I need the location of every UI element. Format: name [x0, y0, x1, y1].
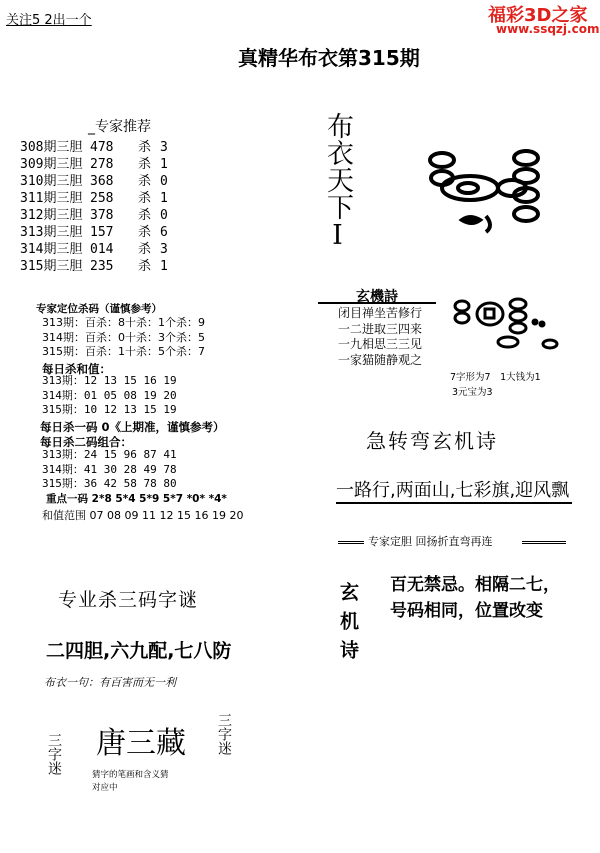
two-code-heading: 每日杀二码组合：: [40, 435, 132, 449]
two-code-row: 314期：41 30 28 49 78: [42, 462, 177, 476]
urgent-heading: 急转弯玄机诗: [366, 429, 498, 453]
position-kill-row: 315期：百杀：1十杀：5个杀：7: [42, 345, 205, 358]
key-group: 重点一码 2*8 5*4 5*9 5*7 *0* *4*: [46, 493, 227, 505]
expert-row: [20, 190, 168, 207]
sum-kill-row: 313期：12 13 15 16 19: [42, 374, 177, 387]
riddle-big-line: 二四胆,六九配,七八防: [46, 640, 232, 662]
xuanji-line: 一九相思三三见: [338, 337, 423, 351]
position-kill-row: 314期：百杀：0十杀：3个杀：5: [42, 330, 205, 344]
fixed-text-1: 百无禁忌。相隔二七，: [390, 575, 560, 595]
xuanji-lines: [338, 306, 422, 368]
expert-row: [20, 156, 168, 173]
riddle-heading: 专业杀三码字谜: [58, 589, 199, 611]
three-char-note-1: 猜字的笔画和含义猜: [92, 770, 169, 780]
expert-period: 313期三胆: [20, 225, 83, 240]
page-title: 真精华布衣第315期: [238, 46, 420, 70]
expert-kill: 3: [160, 140, 168, 155]
expert-kill: 6: [160, 225, 168, 240]
riddle-sentence: 布衣一句：有百害而无一利: [44, 676, 176, 689]
expert-row: [20, 224, 168, 241]
fixed-text-2: 号码相同，位置改变: [390, 601, 543, 621]
fixed-rule-left: [338, 541, 364, 544]
position-kill-row: 313期：百杀：8十杀：1个杀：9: [42, 316, 205, 329]
xuanji-line: 闭目禅坐苦修行: [338, 306, 423, 320]
expert-period: 310期三胆: [20, 174, 83, 189]
two-code-row: 315期：36 42 58 78 80: [42, 477, 177, 490]
expert-heading: 专家推荐: [95, 119, 151, 135]
urgent-line: 一路行,两面山,七彩旗,迎风飘: [336, 480, 570, 501]
sum-kill-row: 315期：10 12 13 15 19: [42, 403, 177, 416]
position-kill-list: [42, 316, 205, 360]
urgent-underline: [336, 502, 572, 504]
expert-nums: 235: [90, 259, 114, 274]
sum-kill-row: 314期：01 05 08 19 20: [42, 388, 177, 402]
expert-kill: 0: [160, 174, 168, 189]
expert-kill: 1: [160, 191, 168, 206]
expert-period: 314期三胆: [20, 242, 83, 257]
three-char-note-2: 对应中: [92, 783, 118, 793]
expert-kill: 0: [160, 208, 168, 223]
expert-nums: 278: [90, 157, 114, 172]
site-url[interactable]: www.ssqzj.com: [496, 22, 600, 36]
two-code-row: 313期：24 15 96 87 41: [42, 448, 177, 461]
two-code-list: [42, 448, 177, 492]
xuanji-line: 一二进取三四来: [338, 321, 423, 336]
expert-kill-label: 杀: [138, 191, 152, 206]
expert-kill-label: 杀: [138, 225, 152, 240]
expert-period: 315期三胆: [20, 259, 83, 274]
expert-row: [20, 258, 168, 275]
expert-nums: 157: [90, 225, 114, 240]
expert-nums: 378: [90, 208, 114, 223]
expert-kill-label: 杀: [138, 157, 152, 172]
expert-row: [20, 207, 168, 224]
fixed-vertical-label: 玄机诗: [337, 582, 359, 669]
expert-row: [20, 173, 168, 190]
xuanji-rule: [318, 302, 436, 304]
expert-nums: 014: [90, 242, 114, 257]
coin-small-icon: [450, 292, 560, 362]
top-note: 关注5 2出一个: [6, 13, 92, 28]
three-char-main: 唐三藏: [96, 726, 186, 761]
expert-row: [20, 241, 168, 258]
expert-period: 309期三胆: [20, 157, 83, 172]
xuanji-heading: 玄機詩: [356, 289, 398, 305]
expert-heading-wrap: _专家推荐: [88, 119, 151, 135]
expert-kill-label: 杀: [138, 259, 152, 274]
expert-row: [20, 139, 168, 156]
expert-kill-label: 杀: [138, 140, 152, 155]
coin-figure-icon: [420, 140, 580, 240]
one-code-heading: 每日杀一码 0《上期准，谨慎参考）: [40, 420, 225, 434]
expert-kill-label: 杀: [138, 208, 152, 223]
expert-list: [20, 139, 168, 275]
three-char-label-right: 三字迷: [216, 713, 232, 755]
sum-kill-heading: 每日杀和值：: [42, 362, 111, 376]
expert-period: 312期三胆: [20, 208, 83, 223]
three-char-label-left: 三字迷: [46, 733, 62, 775]
position-kill-heading: 专家定位杀码（谨慎参考）: [36, 303, 162, 315]
expert-kill-label: 杀: [138, 242, 152, 257]
fixed-rule-right: [522, 541, 566, 544]
expert-nums: 258: [90, 191, 114, 206]
coin-note-1: 7字形为7 1大钱为1: [450, 372, 541, 383]
xuanji-line: 一家猫随静观之: [338, 352, 423, 367]
expert-kill-label: 杀: [138, 174, 152, 189]
fixed-line: 专家定胆 回扬折直弯再连: [368, 535, 493, 548]
expert-kill: 3: [160, 242, 168, 257]
expert-nums: 368: [90, 174, 114, 189]
buyi-title: 布衣天下I: [322, 112, 353, 251]
sum-kill-list: [42, 374, 177, 418]
sum-range: 和值范围 07 08 09 11 12 15 16 19 20: [42, 509, 244, 522]
coin-note-2: 3元宝为3: [452, 387, 493, 398]
expert-period: 311期三胆: [20, 191, 83, 206]
site-name[interactable]: 福彩3D之家: [488, 5, 588, 26]
expert-kill: 1: [160, 259, 168, 274]
expert-period: 308期三胆: [20, 140, 83, 155]
expert-kill: 1: [160, 157, 168, 172]
expert-nums: 478: [90, 140, 114, 155]
